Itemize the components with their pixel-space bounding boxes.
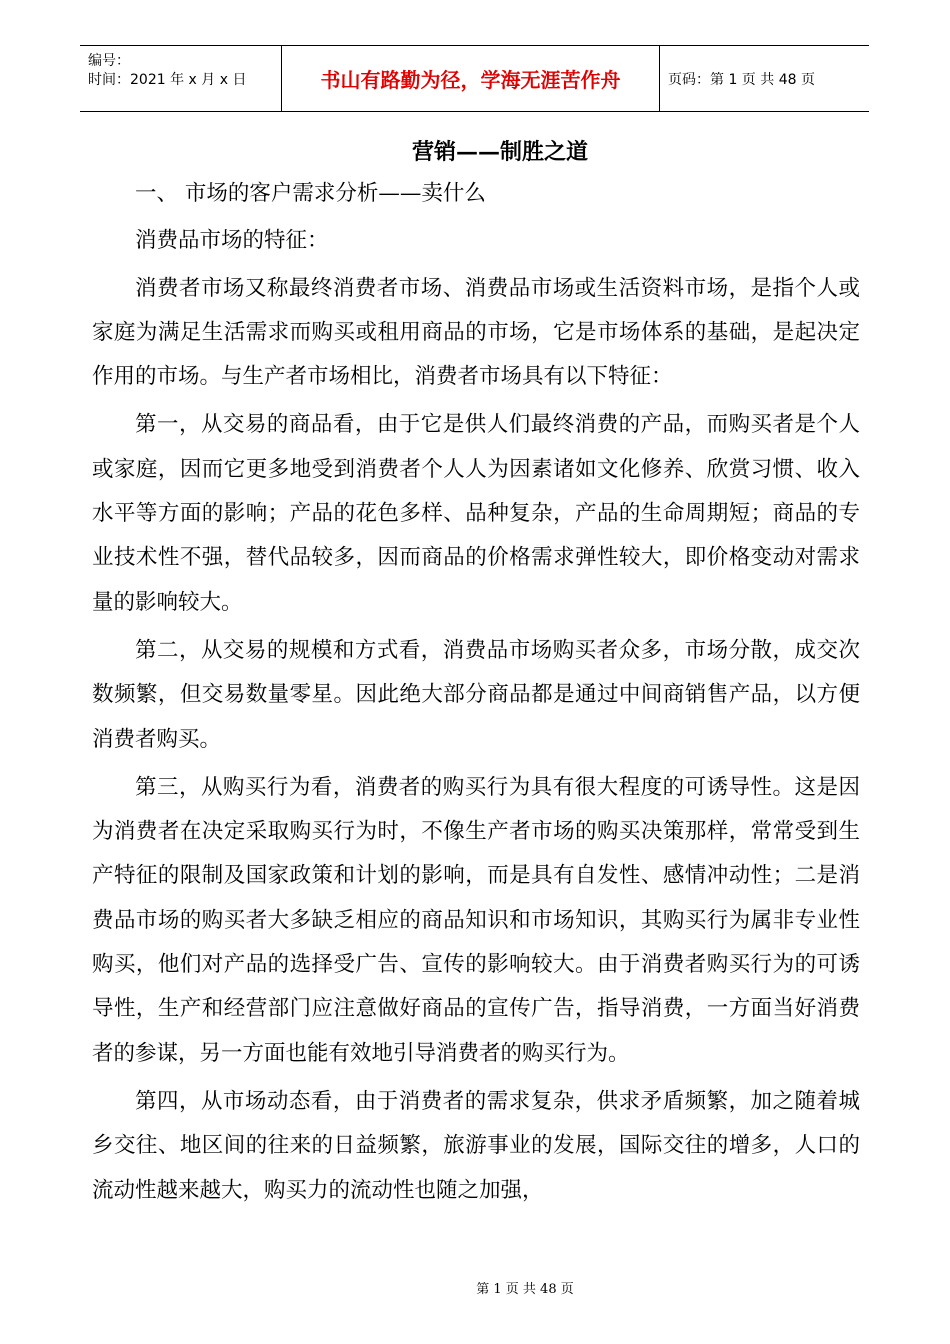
paragraph: 消费者市场又称最终消费者市场、消费品市场或生活资料市场，是指个人或家庭为满足生活需求而购买或租用商品的市场，它是市场体系的基础，是起决定作用的市场。与生产者市场相比，消费者市场具有以下特征： (92, 275, 860, 390)
document-title: 营销——制胜之道 (411, 139, 588, 165)
paragraph: 第二，从交易的规模和方式看，消费品市场购买者众多，市场分散，成交次数频繁，但交易数量零星。因此绝大部分商品都是通过中间商销售产品，以方便消费者购买。 (92, 637, 860, 752)
header-meta (80, 46, 282, 111)
subheading: 消费品市场的特征： (135, 228, 329, 254)
paragraph: 第一，从交易的商品看，由于它是供人们最终消费的产品，而购买者是个人或家庭，因而它更多地受到消费者个人人为因素诸如文化修养、欣赏习惯、收入水平等方面的影响；产品的花色多样、品种复杂，产品的生命周期短；商品的专业技术性不强，替代品较多，因而商品的价格需求弹性较大，即价格变动对需求量的影响较大。 (92, 412, 860, 615)
page-footer: 第 1 页 共 48 页 (476, 1282, 574, 1297)
page-header (80, 45, 869, 112)
paragraph: 第三，从购买行为看，消费者的购买行为具有很大程度的可诱导性。这是因为消费者在决定采取购买行为时，不像生产者市场的购买决策那样，常常受到生产特征的限制及国家政策和计划的影响，而是具有自发性、感情冲动性；二是消费品市场的购买者大多缺乏相应的商品知识和市场知识，其购买行为属非专业性购买，他们对产品的选择受广告、宣传的影响较大。由于消费者购买行为的可诱导性，生产和经营部门应注意做好商品的宣传广告，指导消费，一方面当好消费者的参谋，另一方面也能有效地引导消费者的购买行为。 (92, 774, 860, 1066)
section-heading: 一、 市场的客户需求分析——卖什么 (135, 181, 486, 206)
header-page-info: 页码：第 1 页 共 48 页 (668, 71, 815, 88)
paragraph: 第四，从市场动态看，由于消费者的需求复杂，供求矛盾频繁，加之随着城乡交往、地区间的往来的日益频繁，旅游事业的发展，国际交往的增多，人口的流动性越来越大，购买力的流动性也随之加强， (92, 1088, 860, 1203)
document-number-label: 编号： (88, 53, 130, 69)
document-body (92, 172, 860, 1213)
header-motto: 书山有路勤为径，学海无涯苦作舟 (282, 46, 660, 111)
document-date: 时间：2021 年 x 月 x 日 (88, 72, 247, 88)
